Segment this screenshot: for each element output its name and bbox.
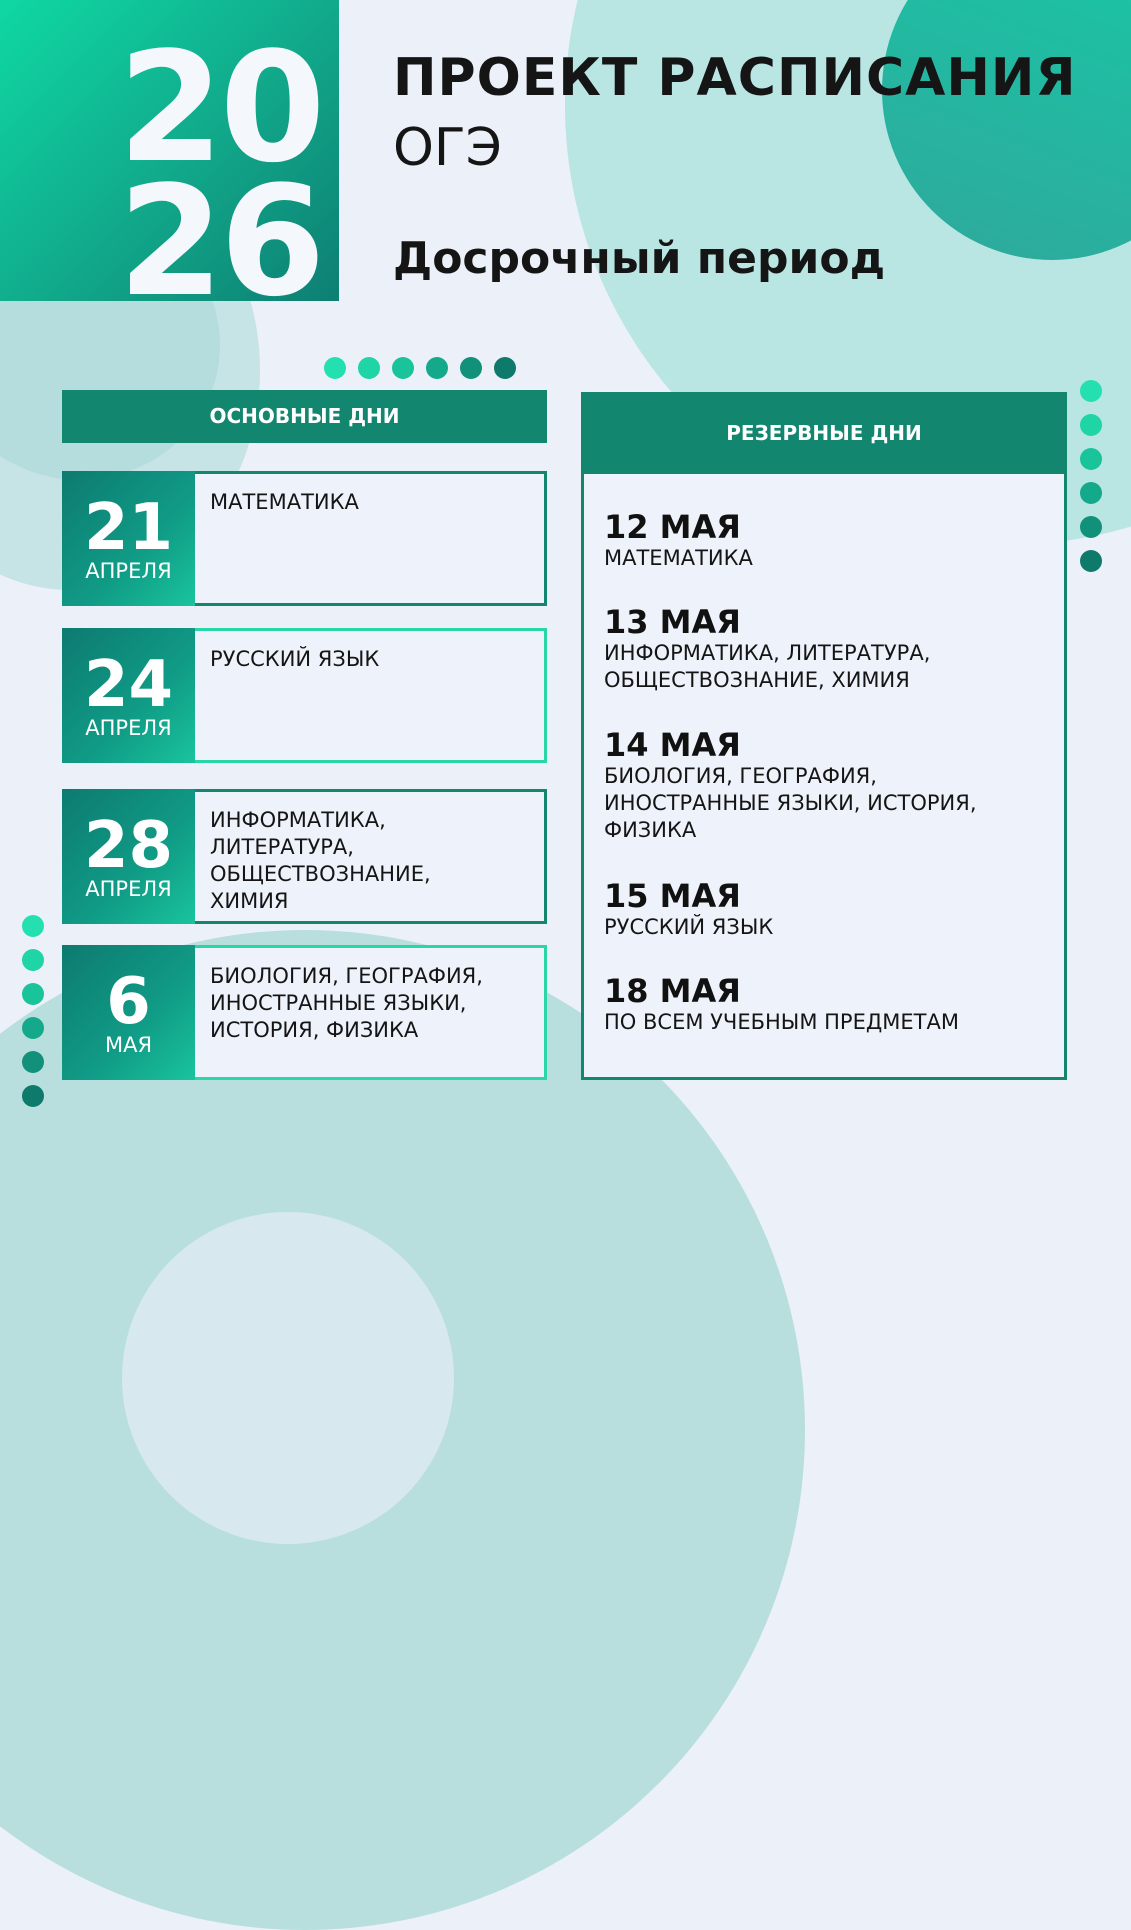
decor-dot xyxy=(392,357,414,379)
decor-dot xyxy=(1080,482,1102,504)
exam-subjects: РУССКИЙ ЯЗЫК xyxy=(210,647,380,671)
decor-dot xyxy=(1080,516,1102,538)
reserve-days-header: РЕЗЕРВНЫЕ ДНИ xyxy=(581,392,1067,474)
exam-day-card xyxy=(62,471,547,606)
date-month: АПРЕЛЯ xyxy=(85,559,172,583)
reserve-day-item xyxy=(604,973,1054,1036)
date-box xyxy=(62,471,195,606)
decor-dot xyxy=(1080,380,1102,402)
reserve-date: 18 МАЯ xyxy=(604,972,741,1010)
date-box xyxy=(62,945,195,1080)
decor-dot xyxy=(1080,448,1102,470)
date-day: 28 xyxy=(83,809,174,883)
date-month: АПРЕЛЯ xyxy=(85,716,172,740)
date-day: 24 xyxy=(83,648,174,722)
reserve-subjects: ИНФОРМАТИКА, ЛИТЕРАТУРА, ОБЩЕСТВОЗНАНИЕ, ХИМИЯ xyxy=(604,641,931,692)
date-box xyxy=(62,628,195,763)
date-box xyxy=(62,789,195,924)
decor-dot xyxy=(426,357,448,379)
decor-dot xyxy=(494,357,516,379)
decor-dot xyxy=(22,1051,44,1073)
reserve-day-item xyxy=(604,509,1054,572)
date-day: 6 xyxy=(106,965,151,1039)
exam-subjects: ИНФОРМАТИКА, ЛИТЕРАТУРА, ОБЩЕСТВОЗНАНИЕ, ХИМИЯ xyxy=(210,808,431,913)
exam-subjects: МАТЕМАТИКА xyxy=(210,490,359,514)
reserve-date: 13 МАЯ xyxy=(604,603,741,641)
reserve-days-panel xyxy=(581,392,1067,1080)
date-month: МАЯ xyxy=(104,1033,153,1057)
exam-day-card xyxy=(62,789,547,924)
decor-dot xyxy=(324,357,346,379)
date-month: АПРЕЛЯ xyxy=(85,877,172,901)
decor-dot xyxy=(22,915,44,937)
reserve-date: 15 МАЯ xyxy=(604,877,741,915)
date-day: 21 xyxy=(83,491,174,565)
decor-dot xyxy=(460,357,482,379)
decor-dot xyxy=(22,983,44,1005)
decor-dot xyxy=(1080,550,1102,572)
decor-dot xyxy=(22,1085,44,1107)
exam-day-card xyxy=(62,628,547,763)
page-title: ПРОЕКТ РАСПИСАНИЯ xyxy=(393,48,1077,108)
reserve-date: 12 МАЯ xyxy=(604,508,741,546)
reserve-subjects: РУССКИЙ ЯЗЫК xyxy=(604,915,774,939)
year-top-digits: 20 xyxy=(118,19,322,196)
year-bottom-digits: 26 xyxy=(118,153,322,330)
decor-dot xyxy=(22,949,44,971)
background-circle xyxy=(122,1212,454,1544)
reserve-subjects: БИОЛОГИЯ, ГЕОГРАФИЯ, ИНОСТРАННЫЕ ЯЗЫКИ, ИСТОРИЯ, ФИЗИКА xyxy=(604,764,977,842)
page-subtitle: Досрочный период xyxy=(393,233,886,284)
main-days-header: ОСНОВНЫЕ ДНИ xyxy=(62,390,547,443)
reserve-subjects: МАТЕМАТИКА xyxy=(604,546,753,570)
decor-dot xyxy=(358,357,380,379)
exam-day-card xyxy=(62,945,547,1080)
decor-dot xyxy=(1080,414,1102,436)
reserve-subjects: ПО ВСЕМ УЧЕБНЫМ ПРЕДМЕТАМ xyxy=(604,1010,959,1034)
decor-dot xyxy=(22,1017,44,1039)
reserve-day-item xyxy=(604,604,1054,694)
exam-subjects: БИОЛОГИЯ, ГЕОГРАФИЯ, ИНОСТРАННЫЕ ЯЗЫКИ, ИСТОРИЯ, ФИЗИКА xyxy=(210,964,483,1042)
reserve-day-item xyxy=(604,727,1054,844)
reserve-day-item xyxy=(604,878,1054,941)
reserve-date: 14 МАЯ xyxy=(604,726,741,764)
page-title-exam: ОГЭ xyxy=(393,118,502,178)
